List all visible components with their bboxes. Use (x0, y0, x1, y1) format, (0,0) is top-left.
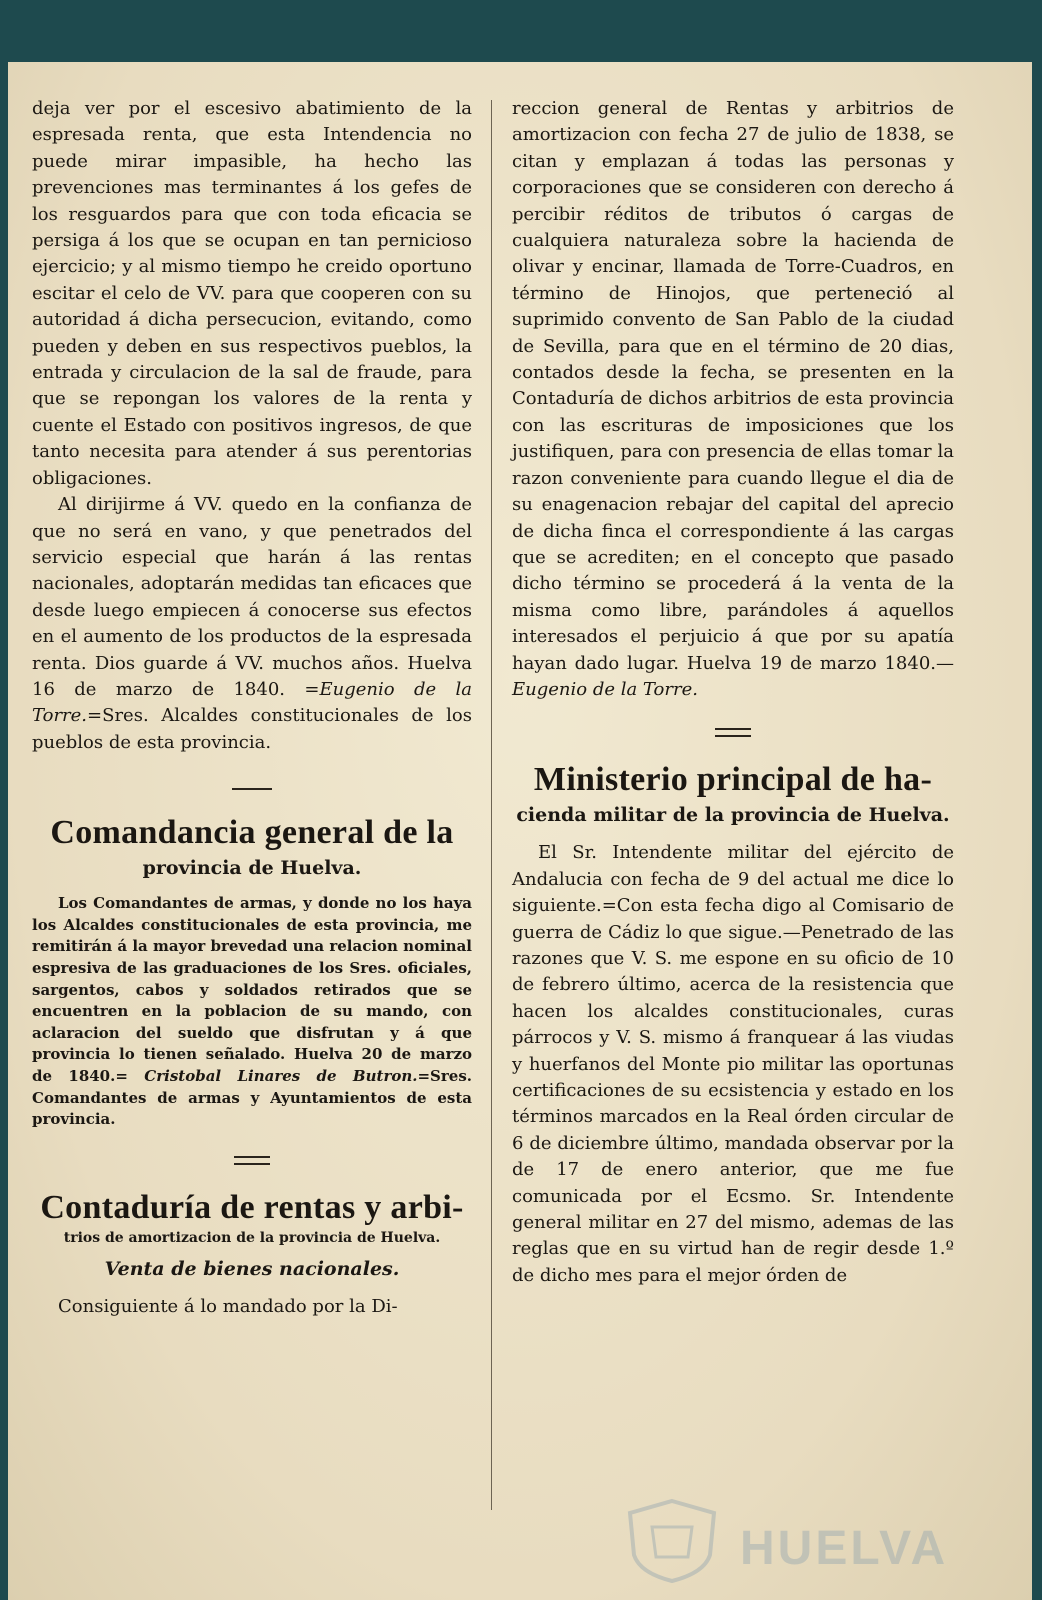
section-subtitle-comandancia: provincia de Huelva. (142, 857, 362, 880)
archive-watermark (622, 1497, 982, 1587)
signature-torre-1: =Eugenio de la Torre. (32, 678, 472, 727)
signature-linares: Cristobal Linares de Butron. (144, 1066, 418, 1085)
left-paragraph-3-tail: =Sres. Comandantes de armas y Ayuntamientos de esta provincia. (32, 1066, 472, 1129)
section-heading-venta: Venta de bienes nacionales. (104, 1257, 400, 1280)
left-paragraph-3-body: Los Comandantes de armas, y donde no los haya los Alcaldes constitucionales de esta provincia, me remitirán á la mayor brevedad una relacion nominal espresiva de las graduaciones de los Sres. oficiales, sargentos, cabos y soldados retirados que se encuentren en la poblacion de su mando, con aclaracion del sueldo que disfrutan y á que provincia lo tienen señalado. Huelva 20 de marzo de 1840.= (32, 894, 472, 1085)
signature-torre-2: Eugenio de la Torre. (512, 678, 698, 700)
left-paragraph-4: Consiguiente á lo mandado por la Di- (58, 1295, 398, 1317)
section-title-contaduria: Contaduría de rentas y arbi- (40, 1188, 464, 1226)
section-separator (32, 1149, 472, 1170)
left-paragraph-2-tail: =Sres. Alcaldes constitucionales de los pueblos de esta provincia. (32, 705, 472, 753)
left-paragraph-3 (32, 893, 472, 1131)
left-paragraph-2-body: Al dirijirme á VV. quedo en la confianza de que no será en vano, y que penetrados del servicio especial que harán á las rentas nacionales, adoptarán medidas tan eficaces que desde luego empiecen á conocerse sus efectos en el aumento de los productos de la espresada renta. Dios guarde á VV. muchos años. Huelva 16 de marzo de 1840. (32, 494, 472, 700)
left-paragraph-2 (32, 492, 472, 756)
section-separator (512, 721, 954, 742)
right-column (512, 96, 954, 1289)
left-column (32, 96, 472, 1320)
column-divider (491, 100, 492, 1510)
right-paragraph-2: El Sr. Intendente militar del ejército de Andalucia con fecha de 9 del actual me dice lo siguiente.=Con esta fecha digo al Comisario de guerra de Cádiz lo que sigue.—Penetrado de las razones que V. S. me espone en su oficio de 10 de febrero último, acerca de la resistencia que hacen los alcaldes constitucionales, curas párrocos y V. S. mismo á franquear á las viudas y huerfanos del Monte pio militar las oportunas certificaciones de su ecsistencia y estado en los términos marcados en la Real órden circular de 6 de diciembre último, mandada observar por la de 17 de enero anterior, que me fue comunicada por el Ecsmo. Sr. Intendente general militar en 27 del mismo, ademas de las reglas que en su virtud han de regir desde 1.º de dicho mes para el mejor órden de (512, 842, 954, 1286)
right-paragraph-1 (512, 96, 954, 703)
left-paragraph-1: deja ver por el escesivo abatimiento de la espresada renta, que esta Intendencia no puede mirar impasible, ha hecho las prevenciones mas terminantes á los gefes de los resguardos para que con toda eficacia se persiga á los que se ocupan en tan pernicioso ejercicio; y al mismo tiempo he creido oportuno escitar el celo de VV. para que cooperen con su autoridad á dicha persecucion, evitando, como pueden y deben en sus respectivos pueblos, la entrada y circulacion de la sal de fraude, para que se repongan los valores de la renta y cuente el Estado con positivos ingresos, de que tanto necesita para atender á sus perentorias obligaciones. (32, 98, 472, 489)
right-paragraph-1-body: reccion general de Rentas y arbitrios de amortizacion con fecha 27 de julio de 1838, se citan y emplazan á todas las personas y corporaciones que se consideren con derecho á percibir réditos de tributos ó cargas de cualquiera naturaleza sobre la hacienda de olivar y encinar, llamada de Torre-Cuadros, en término de Hinojos, que perteneció al suprimido convento de San Pablo de la ciudad de Sevilla, para que en el término de 20 dias, contados desde la fecha, se presenten en la Contaduría de dichos arbitrios de esta provincia con las escrituras de imposiciones que los justifiquen, para con presencia de ellas tomar la razon conveniente para cuando llegue el dia de su enagenacion rebajar del capital del aprecio de dicha finca el correspondiente á las cargas que se acrediten; en el concepto que pasado dicho término se procederá á la venta de la misma como libre, parándoles á aquellos interesados el perjuicio á que por su apatía hayan dado lugar. Huelva 19 de marzo 1840.— (512, 98, 954, 674)
section-separator (32, 774, 472, 795)
section-subtitle-ministerio: cienda militar de la provincia de Huelva. (516, 804, 950, 827)
section-subtitle-contaduria: trios de amortizacion de la provincia de Huelva. (63, 1229, 441, 1246)
section-title-comandancia: Comandancia general de la (50, 814, 454, 852)
shield-icon (622, 1497, 722, 1583)
watermark-text: HUELVA (740, 1522, 949, 1575)
section-title-ministerio: Ministerio principal de ha- (533, 761, 933, 799)
